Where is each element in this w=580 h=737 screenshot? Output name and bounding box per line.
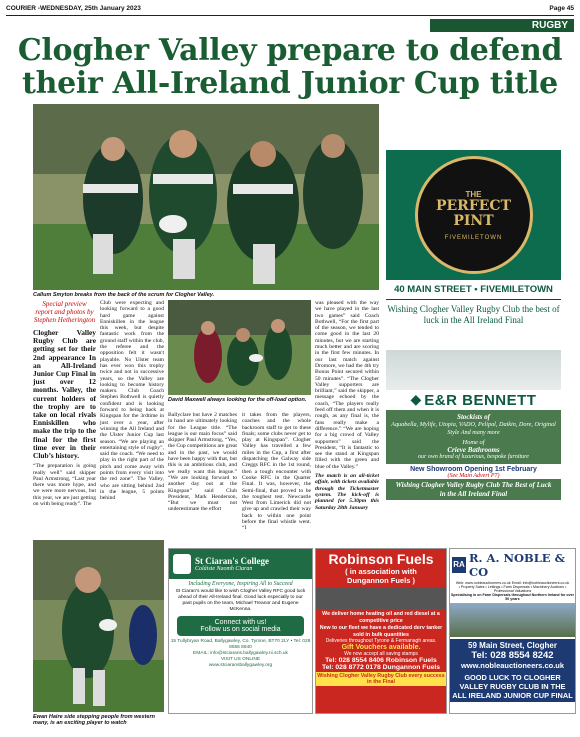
bennett-diamond-icon: ◆ bbox=[410, 392, 422, 408]
pint-logo bbox=[415, 156, 533, 274]
rugby-scrum-image bbox=[33, 104, 379, 290]
bennett-message: Wishing Clogher Valley Rugby Club The Best of Luck in the All Ireland Final bbox=[386, 479, 561, 500]
robinson-stamps: We now accept all saving stamps bbox=[344, 651, 418, 657]
ciaran-irish: Coláiste Naomh Ciaran bbox=[195, 566, 253, 572]
robinson-name: Robinson Fuels bbox=[328, 551, 434, 567]
bathroom-image bbox=[386, 350, 561, 390]
ciaran-header bbox=[169, 549, 312, 579]
ciaran-text: St Ciaran's would like to wish Clogher Valley RFC good luck ahead of their All-Ireland final. Good luck especially to our past pupils on the team, Michael Treanor and Eugene McKenna. bbox=[175, 589, 306, 612]
article-column-1 bbox=[33, 300, 96, 507]
noble-advert bbox=[449, 548, 576, 714]
header-date: COURIER -WEDNESDAY, 25th January 2023 bbox=[6, 4, 141, 12]
ciaran-web: www.stciaransballygawley.org bbox=[208, 663, 273, 668]
noble-web: www.nobleauctioneers.co.uk bbox=[460, 661, 565, 670]
ciaran-address: 15 Tullybryan Road, Ballygawley, Co. Tyrone, BT70 2LY • Tel: 028 8556 8640 bbox=[170, 639, 311, 650]
ciaran-crest-icon bbox=[173, 554, 191, 574]
noble-name: R. A. NOBLE & CO bbox=[468, 551, 565, 579]
bennett-brand: E&R BENNETT bbox=[424, 391, 537, 409]
pint-name: PERFECT PINT bbox=[435, 197, 511, 229]
robinson-message: Wishing Clogher Valley Rugby Club every success in the Final bbox=[317, 673, 445, 685]
robinson-tanker-image bbox=[316, 587, 446, 609]
section-label: RUGBY bbox=[430, 19, 574, 32]
ciaran-motto: Including Everyone, Inspiring All to Succeed bbox=[188, 581, 293, 587]
st-ciarans-advert bbox=[168, 548, 313, 714]
pint-address: 40 MAIN STREET • FIVEMILETOWN bbox=[394, 284, 553, 295]
photo-caption-1: Callum Smyton breaks from the back of the scrum for Clogher Valley. bbox=[33, 292, 215, 298]
robinson-tel2: Tel: 028 8772 0178 Dungannon Fuels bbox=[321, 664, 441, 671]
ciaran-name: St Ciaran's College bbox=[195, 556, 269, 566]
robinson-dungannon: Dungannon Fuels ) bbox=[347, 576, 415, 585]
pint-town: FIVEMILETOWN bbox=[444, 234, 503, 241]
noble-header bbox=[450, 549, 575, 581]
ciaran-follow: Follow us on social media bbox=[200, 626, 281, 633]
ciaran-social-box bbox=[177, 616, 304, 636]
header-rule bbox=[6, 15, 574, 16]
robinson-line3: Deliveries throughout Tyrone & Fermanagh areas. bbox=[325, 638, 437, 644]
robinson-line1: We deliver home heating oil and red diesel at a competitive price bbox=[322, 611, 440, 624]
noble-web-small: Web: www.nobleauctioneers.co.uk Email: info@nobleauctioneers.co.uk bbox=[455, 581, 570, 585]
article-col1-text: “The preparation is going really well” said skipper Paul Armstrong, “Last year there was more hype, and we were more nervous, but this year, we are just getting on with being ready”. The bbox=[33, 463, 96, 508]
robinson-assoc: ( in association with bbox=[345, 567, 417, 576]
home-of: Home of bbox=[462, 439, 485, 446]
page-header bbox=[6, 2, 574, 14]
pint-the: THE bbox=[465, 189, 482, 199]
robinson-line2: New to our fleet we have a dedicated derv tanker sold in bulk quantities bbox=[319, 625, 443, 638]
crieve-sub: our own brand of luxurious, bespoke furniture bbox=[418, 454, 529, 460]
photo-caption-3: Ewan Haire side stepping people from western many, is an exciting player to watch bbox=[33, 714, 155, 726]
byline: Special preview report and photos by Stephen Hetherington bbox=[33, 300, 96, 324]
article-col5-text: was pleased with the way we have played in the last two games” said Coach Bothwell, “For the first part of the season, we tended to come good in the last 20 minutes, but we are starting much better and are scoring in the first few minutes. In our last match against Dromore, we had the 4th try Bonus Point secured within 50 minutes”. “The Clogher Valley supporters are brilliant,” said the skipper, a message echoed by the coach, “The players really feed off them and when it is rough, as any final is, the fans really make a difference.” “We are hoping for a big crowd of Valley supporters” said the President, “It is fantastic to see the stand at Kingspan filled with the green and blue of the Valley.” bbox=[315, 300, 379, 470]
main-photo bbox=[33, 104, 379, 290]
article-column-3: Ballyclare but have 2 matches in hand are ultimately looking for the League title. “The league is our main focus” said skipper Paul Armstrong, “Yes, the Cup competitions are great and in the past, we would have been happy with that, but this is an ambitious club, and we really want this league.” “We are looking forward to another day out at the Kingspan” said Club President, Mark Henderson, “But we must not underestimate the effort bbox=[168, 412, 237, 513]
noble-specialising: Specialising in on Farm Dispersals throughout Northern Ireland for over 50 years bbox=[450, 593, 574, 601]
perfect-pint-advert bbox=[386, 150, 561, 338]
ticket-info: The match is an all-ticket affair, with tickets available through the Ticketmaster system. The kick-off is planned for 5.30pm this Saturday 28th January bbox=[315, 473, 379, 511]
article-column-2: Club were expecting and looking forward to a good hard game against Enniskillen in the league this week, but despite fantastic work from the ground staff within the club, the referee and the opposition felt it wasn't playable. No Ulster team has ever won this trophy twice and not in successive years, so the Valley are looking to become history makers. Club Coach Stephen Bothwell is quietly confident and is looking forward to being back at Kingspan for the 3rdtime in just over a year, after winning the All Ireland and the Ulster Junior Cup last season. “We are playing an entertaining style of rugby”, said the coach. “We need to play in the right part of the pitch and come away with points from every visit into the red zone”. The Valley, who are sitting behind 2nd in the league, 5 points behind bbox=[100, 300, 164, 502]
ciaran-email: EMAIL: info@stciarans.ballygawley.ni.sch.uk bbox=[193, 651, 288, 656]
robinson-vouchers: Gift Vouchers available. bbox=[341, 644, 421, 651]
noble-address: 59 Main Street, Clogher bbox=[468, 641, 557, 650]
noble-cattle-image bbox=[450, 603, 575, 637]
second-photo bbox=[168, 300, 311, 395]
robinson-tel1: Tel: 028 8554 8406 Robinson Fuels bbox=[325, 657, 437, 664]
showroom-opening: New Showroom Opening 1st February bbox=[410, 466, 537, 473]
bennett-advert bbox=[386, 350, 561, 540]
robinson-fuels-advert bbox=[315, 548, 447, 714]
pint-logo-bg bbox=[386, 150, 561, 280]
showroom-see: (See Main Advert P7) bbox=[447, 473, 500, 479]
showroom-box bbox=[386, 466, 561, 479]
rugby-offload-image bbox=[168, 300, 311, 395]
noble-services: • Property Sales • Lettings • Farm Dispersals • Machinery Auctions • Professional Valuations bbox=[458, 585, 567, 593]
stockists-title: Stockists of bbox=[457, 413, 490, 421]
pint-message: Wishing Clogher Valley Rugby Club the best of luck in the All Ireland Final bbox=[386, 299, 561, 326]
page-number: Page 45 bbox=[549, 4, 574, 12]
third-photo bbox=[33, 540, 164, 712]
article-intro: Clogher Valley Rugby Club are getting set for their 2nd appearance In an All-Ireland Junior Cup Final in just over 12 months. Valley, the current holders of the trophy are to take on local rivals Enniskillen who make the trip to the final for the first time ever in their Club’s history. bbox=[33, 328, 96, 461]
headline: Clogher Valley prepare to defend their All-Ireland Junior Cup title bbox=[17, 33, 563, 101]
stockists-list: Aquabella, Mylife, Utopia, VADO, Pelipal, Daikin, Dore, Original Style And many more bbox=[391, 421, 556, 436]
noble-logo-icon: RA bbox=[452, 557, 466, 573]
ciaran-visit: VISIT US ONLINE bbox=[220, 657, 261, 662]
noble-tel: Tel: 028 8554 8242 bbox=[471, 650, 554, 661]
article-column-5 bbox=[315, 300, 379, 511]
crieve-name: Crieve Bathrooms bbox=[447, 446, 500, 454]
noble-message: GOOD LUCK TO CLOGHER VALLEY RUGBY CLUB IN THE ALL IRELAND JUNIOR CUP FINAL bbox=[452, 673, 573, 700]
article-column-4: it takes from the players, coaches and the whole backroom staff to get to these finals; some clubs never get to play at Kingspan”. Clogher Valley has travelled a few miles in the Cup, a first after dispatching the Galway side Creggs RFC in the 1st round, then a tough encounter with Cooke RFC in the Quarter Final. It was, however, the Semi-final, that proved to be the toughest test. Newcastle West from Limerick did not give up and crawled their way back to within one point before the final whistle went. “I bbox=[242, 412, 311, 532]
bennett-logo bbox=[386, 390, 561, 410]
ciaran-connect: Connect with us! bbox=[214, 619, 267, 626]
photo-caption-2: David Maxwell always looking for the off-load option. bbox=[168, 397, 307, 403]
rugby-sidestep-image bbox=[33, 540, 164, 712]
noble-contact bbox=[450, 639, 575, 702]
bennett-info-box bbox=[386, 410, 561, 464]
